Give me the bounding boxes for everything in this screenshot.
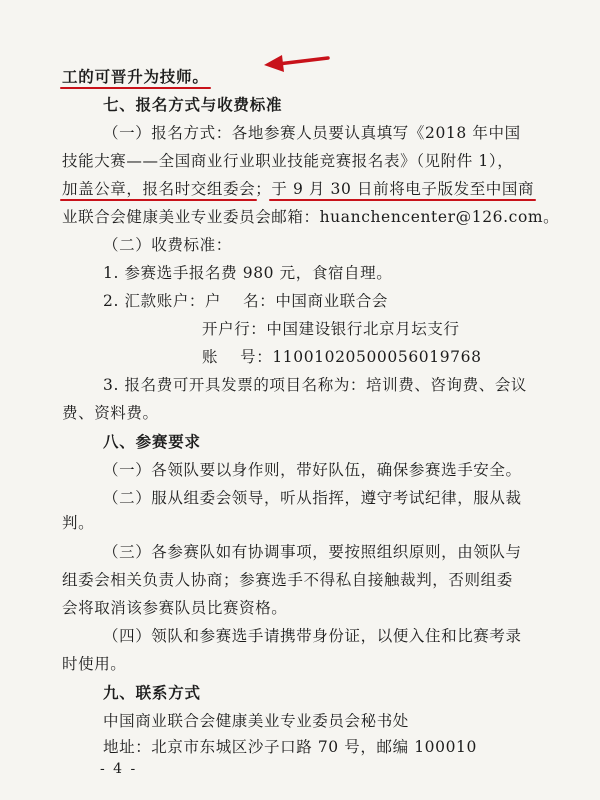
contact-address: 地址：北京市东城区沙子口路 70 号，邮编 100010 — [103, 738, 477, 756]
paragraph-line: 组委会相关负责人协商；参赛选手不得私自接触裁判，否则组委 — [62, 571, 513, 589]
page-number: - 4 - — [100, 761, 138, 777]
account-label: 2. 汇款账户：户 — [103, 292, 222, 310]
number-key: 账 — [202, 348, 219, 366]
paragraph-line: （二）服从组委会领导，听从指挥，遵守考试纪律，服从裁 — [103, 489, 522, 507]
paragraph-line: （三）各参赛队如有协调事项，要按照组织原则，由领队与 — [103, 543, 522, 561]
highlighted-text: 工的可晋升为技师。 — [62, 68, 209, 86]
arrow-left-icon — [262, 50, 332, 74]
bank-row — [202, 318, 460, 340]
paragraph-line: 时使用。 — [62, 655, 127, 673]
section-heading-contact: 九、联系方式 — [103, 684, 201, 702]
contact-organization: 中国商业联合会健康美业专业委员会秘书处 — [103, 712, 409, 730]
paragraph-line: 技能大赛——全国商业行业职业技能竞赛报名表》（见附件 1）， — [62, 152, 514, 170]
bank-key: 开户行： — [202, 320, 267, 338]
subheading-fees: （二）收费标准： — [103, 236, 232, 254]
section-heading-requirements: 八、参赛要求 — [103, 433, 201, 451]
account-value: 中国商业联合会 — [275, 292, 389, 310]
paragraph-line: 1. 参赛选手报名费 980 元，食宿自理。 — [103, 264, 393, 282]
account-number-row — [202, 346, 482, 368]
paragraph-line: 判。 — [62, 514, 95, 532]
separator: ； — [255, 180, 272, 198]
paragraph-line: （一）各领队要以身作则，带好队伍，确保参赛选手安全。 — [103, 461, 522, 479]
paragraph-line: 费、资料费。 — [62, 404, 159, 422]
highlighted-text: 于 9 月 30 日前将电子版发至中国商 — [271, 180, 535, 198]
account-name-row — [103, 290, 388, 312]
bank-value: 中国建设银行北京月坛支行 — [266, 320, 460, 338]
account-key: 名： — [243, 292, 276, 310]
paragraph-line — [62, 178, 534, 200]
paragraph-line: 3. 报名费可开具发票的项目名称为：培训费、咨询费、会议 — [103, 376, 528, 394]
account-number: 11001020500056019768 — [272, 348, 482, 366]
highlighted-text: 加盖公章，报名时交组委会 — [62, 180, 256, 198]
paragraph-line: 业联合会健康美业专业委员会邮箱：huanchencenter@126.com。 — [62, 208, 560, 226]
paragraph-line: （四）领队和参赛选手请携带身份证，以便入住和比赛考录 — [103, 627, 522, 645]
paragraph-line: 会将取消该参赛队员比赛资格。 — [62, 599, 288, 617]
section-heading-registration: 七、报名方式与收费标准 — [103, 96, 283, 114]
number-key: 号： — [240, 348, 273, 366]
paragraph-line: （一）报名方式：各地参赛人员要认真填写《2018 年中国 — [103, 124, 521, 142]
